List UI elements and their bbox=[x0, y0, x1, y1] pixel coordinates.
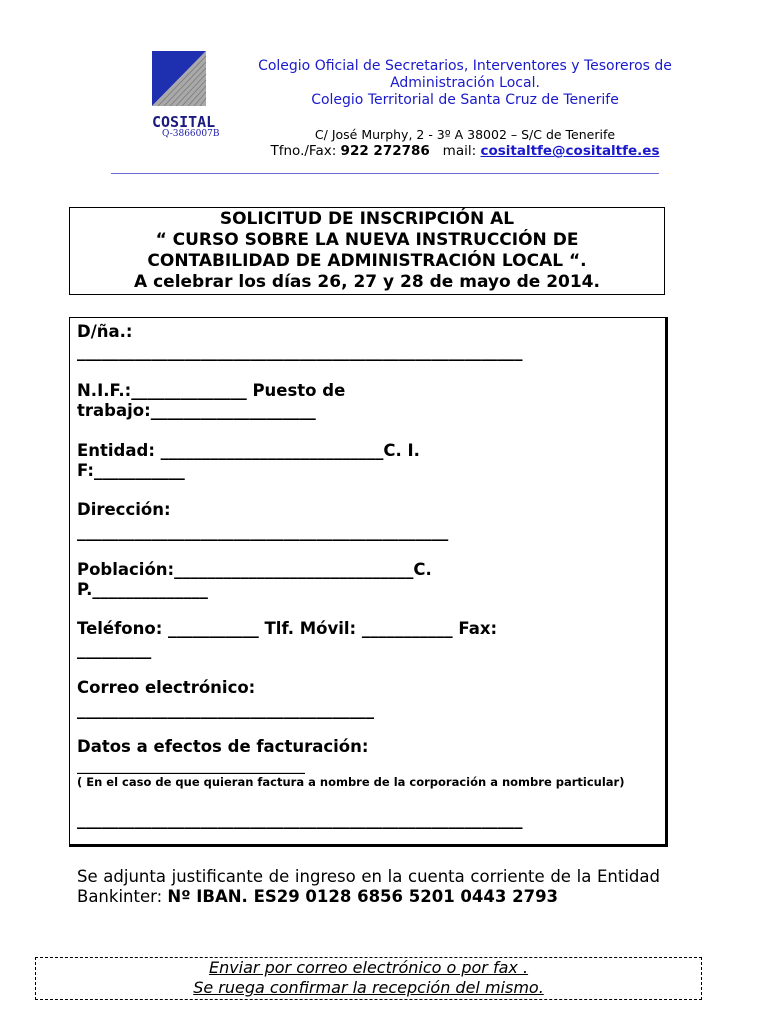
facturacion-note: ( En el caso de que quieran factura a nombre de la corporación a nombre particular) bbox=[77, 775, 625, 789]
submission-notice bbox=[35, 957, 702, 1000]
org-line-1: Colegio Oficial de Secretarios, Interventores y Tesoreros de bbox=[258, 58, 672, 74]
facturacion-field[interactable]: ______________________________________ bbox=[77, 760, 305, 774]
org-line-3: Colegio Territorial de Santa Cruz de Tenerife bbox=[311, 92, 619, 108]
dna-field[interactable]: ______________________________________________________ bbox=[77, 342, 523, 361]
facturacion-label: Datos a efectos de facturación: bbox=[77, 737, 369, 756]
email-link[interactable]: cositaltfe@cositaltfe.es bbox=[480, 143, 660, 159]
puesto-trabajo-field[interactable]: trabajo:____________________ bbox=[77, 401, 316, 420]
payment-info bbox=[77, 867, 660, 907]
cosital-logo bbox=[144, 48, 224, 142]
logo-code: Q-3866007B bbox=[162, 129, 220, 139]
phone-label: Tfno./Fax: bbox=[270, 143, 341, 159]
payment-text: Se adjunta justificante de ingreso en la cuenta corriente de la Entidad Bankinter: bbox=[77, 867, 660, 906]
address: C/ José Murphy, 2 - 3º A 38002 – S/C de Tenerife bbox=[314, 127, 616, 142]
poblacion-field[interactable]: Población:_____________________________C. bbox=[77, 560, 432, 579]
entidad-field[interactable]: Entidad: ___________________________C. I. bbox=[77, 441, 420, 460]
org-line-2: Administración Local. bbox=[390, 75, 540, 91]
iban: Nº IBAN. ES29 0128 6856 5201 0443 2793 bbox=[167, 887, 559, 906]
logo-wordmark: COSITAL bbox=[152, 113, 216, 131]
title-box bbox=[69, 207, 665, 295]
submission-line-2: Se ruega confirmar la recepción del mismo. bbox=[193, 978, 544, 997]
title-line-4: A celebrar los días 26, 27 y 28 de mayo de 2014. bbox=[134, 272, 600, 292]
contact-line bbox=[226, 143, 704, 159]
telefono-movil-fax-field[interactable]: Teléfono: ___________ Tlf. Móvil: ___________ Fax: bbox=[77, 619, 498, 638]
submission-line-1: Enviar por correo electrónico o por fax . bbox=[208, 958, 529, 977]
header-divider bbox=[111, 173, 659, 174]
facturacion-extra-field[interactable]: ______________________________________________________ bbox=[77, 810, 523, 829]
direccion-field[interactable]: _____________________________________________ bbox=[77, 522, 449, 541]
organization-name bbox=[226, 58, 704, 109]
fax-field[interactable]: _________ bbox=[77, 640, 152, 659]
correo-label: Correo electrónico: bbox=[77, 678, 256, 697]
phone-number: 922 272786 bbox=[340, 143, 430, 159]
title-line-1: SOLICITUD DE INSCRIPCIÓN AL bbox=[219, 209, 515, 229]
title-line-2: “ CURSO SOBRE LA NUEVA INSTRUCCIÓN DE bbox=[155, 230, 579, 250]
title-line-3: CONTABILIDAD DE ADMINISTRACIÓN LOCAL “. bbox=[147, 251, 587, 271]
cp-field[interactable]: P.______________ bbox=[77, 580, 208, 599]
mail-label: mail: bbox=[429, 143, 481, 159]
cif-field[interactable]: F:___________ bbox=[77, 461, 185, 480]
correo-field[interactable]: ____________________________________ bbox=[77, 700, 374, 719]
direccion-label: Dirección: bbox=[77, 500, 171, 519]
nif-field[interactable]: N.I.F.:______________ Puesto de bbox=[77, 381, 346, 400]
dna-label: D/ña.: bbox=[77, 322, 133, 341]
